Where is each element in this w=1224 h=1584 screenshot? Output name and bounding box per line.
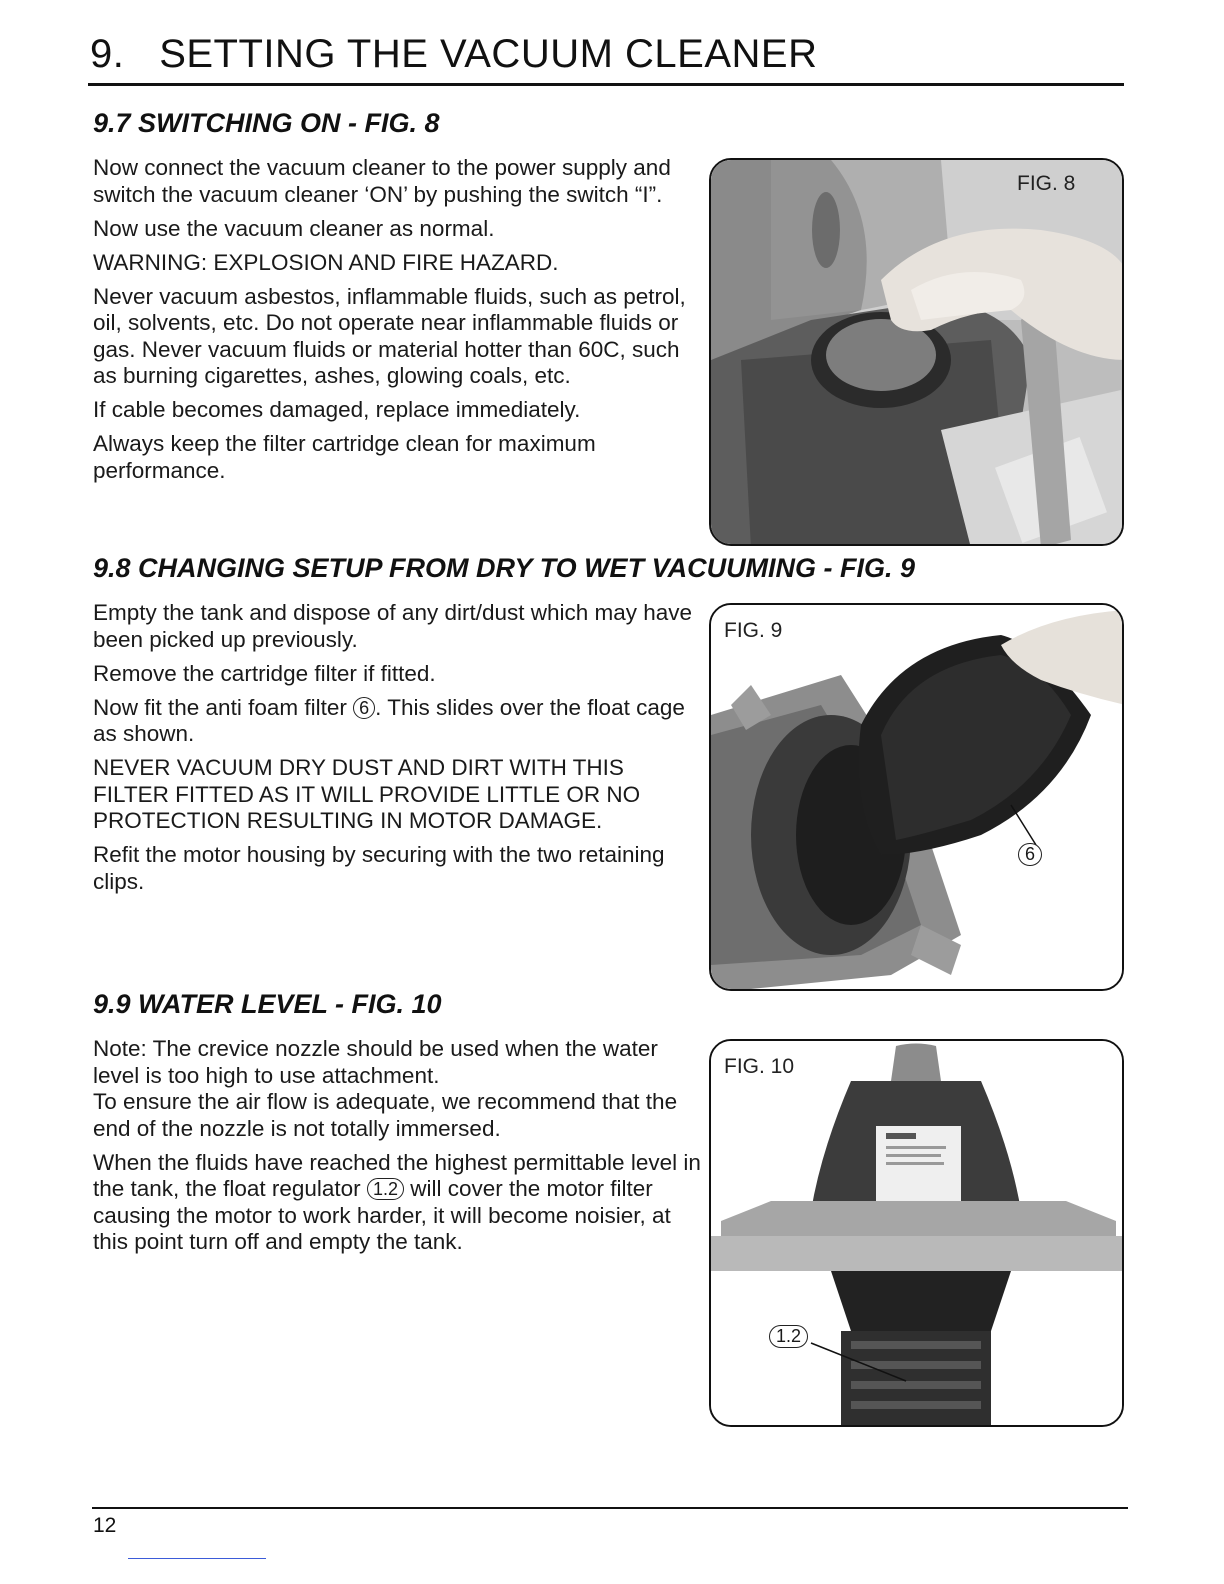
figure-9-illustration bbox=[711, 605, 1124, 991]
section-heading-water-level: 9.9 WATER LEVEL - FIG. 10 bbox=[93, 989, 442, 1019]
text-run: When the fluids have reached the highest permittable level in the tank, the float regulator bbox=[93, 1149, 701, 1201]
section-body-water-level bbox=[93, 1036, 703, 1263]
figure-10-callout: 1.2 bbox=[769, 1325, 808, 1348]
page-title: 9. SETTING THE VACUUM CLEANER bbox=[90, 32, 818, 76]
callout-badge: 6 bbox=[353, 697, 375, 719]
paragraph: To ensure the air flow is adequate, we recommend that the end of the nozzle is not totally immersed. bbox=[93, 1089, 678, 1141]
paragraph-anti-foam bbox=[93, 695, 703, 748]
paragraph: If cable becomes damaged, replace immediately. bbox=[93, 397, 581, 422]
link-underline bbox=[128, 1558, 266, 1559]
text-run: will cover the motor filter causing the motor to work harder, it will become noisier, at this point turn off and empty the tank. bbox=[93, 1176, 671, 1254]
figure-10-label: FIG. 10 bbox=[724, 1055, 795, 1078]
figure-10-illustration bbox=[711, 1041, 1124, 1427]
section-body-dry-to-wet bbox=[93, 600, 703, 903]
paragraph: Empty the tank and dispose of any dirt/dust which may have been picked up previously. bbox=[93, 600, 693, 652]
paragraph: Note: The crevice nozzle should be used when the water level is too high to use attachment. bbox=[93, 1036, 658, 1088]
figure-9 bbox=[709, 603, 1124, 991]
figure-10 bbox=[709, 1039, 1124, 1427]
page-number: 12 bbox=[93, 1514, 117, 1537]
figure-8 bbox=[709, 158, 1124, 546]
section-heading-dry-to-wet: 9.8 CHANGING SETUP FROM DRY TO WET VACUUMING - FIG. 9 bbox=[93, 553, 916, 583]
section-body-switching-on bbox=[93, 155, 703, 492]
paragraph: Remove the cartridge filter if fitted. bbox=[93, 660, 436, 686]
paragraph: Never vacuum asbestos, inflammable fluids, such as petrol, oil, solvents, etc. Do not operate near inflammable fluids or gas. Never vacuum fluids or material hotter than 60C, such as burning cigarettes, ashes, glowing coals, etc. bbox=[93, 283, 686, 388]
paragraph: Now use the vacuum cleaner as normal. bbox=[93, 215, 495, 241]
text-run: . This slides over the float cage as shown. bbox=[93, 694, 685, 746]
paragraph-float-regulator bbox=[93, 1150, 703, 1256]
callout-badge: 1.2 bbox=[367, 1178, 404, 1200]
warning-text: NEVER VACUUM DRY DUST AND DIRT WITH THIS FILTER FITTED AS IT WILL PROVIDE LITTLE OR NO PROTECTION RESULTING IN MOTOR DAMAGE. bbox=[93, 755, 641, 833]
footer-divider bbox=[92, 1507, 1128, 1509]
figure-8-illustration bbox=[711, 160, 1124, 546]
warning-heading: WARNING: EXPLOSION AND FIRE HAZARD. bbox=[93, 249, 559, 275]
title-divider bbox=[88, 83, 1124, 86]
paragraph: Now connect the vacuum cleaner to the power supply and switch the vacuum cleaner ‘ON’ by pushing the switch “I”. bbox=[93, 155, 671, 207]
figure-9-callout: 6 bbox=[1018, 843, 1042, 866]
paragraph: Always keep the filter cartridge clean for maximum performance. bbox=[93, 431, 596, 483]
figure-9-label: FIG. 9 bbox=[724, 619, 783, 642]
figure-8-label: FIG. 8 bbox=[1017, 172, 1076, 195]
section-heading-switching-on: 9.7 SWITCHING ON - FIG. 8 bbox=[93, 108, 440, 138]
paragraph: Refit the motor housing by securing with the two retaining clips. bbox=[93, 842, 665, 894]
text-run: Now fit the anti foam filter bbox=[93, 694, 354, 720]
